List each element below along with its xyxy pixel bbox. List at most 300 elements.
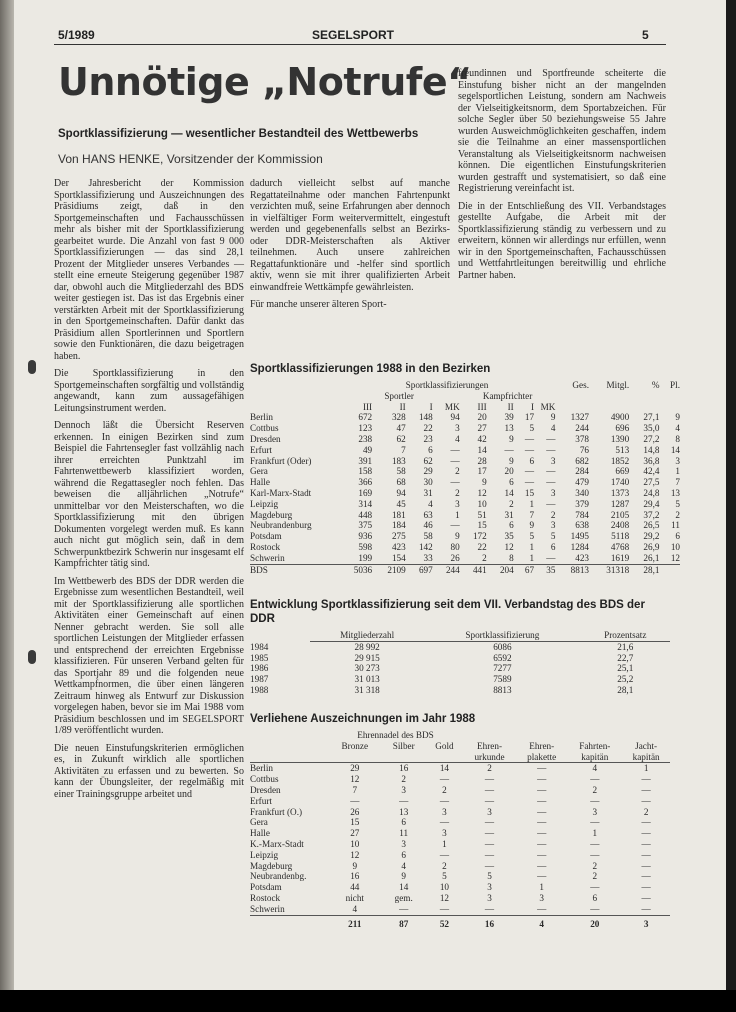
table-cell: 13: [504, 423, 514, 434]
table-row: [250, 839, 670, 850]
table-cell: —: [524, 444, 535, 455]
table1-header-pct: %: [651, 380, 660, 390]
text-column-2: [250, 178, 450, 317]
table-cell: 2: [487, 763, 492, 774]
total-cell: 87: [399, 918, 409, 929]
table-cell: 9: [529, 520, 535, 531]
table-cell: 2105: [610, 509, 630, 520]
table-cell: —: [641, 849, 651, 860]
paragraph: Die in der Entschließung des VII. Verbandstages gestellte Aufgabe, die Arbeit mit der Sportklassifizierung ständig zu verbessern und zu erweitern, können wir allerdings nur erfüllen, wenn wir in den Sportgemeinschaften, Fachausschüssen und Wettfahrtleitungen bereitwillig und ehrliche Partner haben.: [458, 200, 666, 281]
table-cell: 42: [477, 433, 487, 444]
table-cell: —: [484, 838, 495, 849]
table-cell: 31 318: [354, 684, 380, 695]
table-cell: 29 915: [354, 652, 380, 663]
row-label: Berlin: [250, 763, 273, 774]
table-row: [250, 445, 680, 456]
table1-group-header: Sportklassifizierungen: [405, 380, 489, 390]
table-row: [250, 663, 670, 674]
table-cell: 1287: [610, 498, 630, 509]
headline: Unnötige „Notrufe“: [58, 60, 472, 104]
row-label: Magdeburg: [250, 860, 293, 871]
table-cell: —: [590, 882, 600, 893]
table1-sub-kampf: Kampfrichter: [482, 390, 533, 401]
table-row: [250, 785, 670, 796]
table-cell: 6: [401, 817, 406, 828]
table-cell: 9: [550, 412, 556, 423]
table-cell: —: [484, 849, 495, 860]
table-cell: 28: [477, 455, 487, 466]
table-row: [250, 499, 680, 510]
table-cell: 14: [399, 882, 409, 893]
table-cell: —: [537, 849, 547, 860]
column-header: Mitgliederzahl: [310, 630, 424, 641]
table-cell: 49: [362, 444, 373, 455]
table-cell: —: [439, 817, 449, 828]
table-cell: 31: [504, 509, 514, 520]
table-cell: 328: [391, 412, 406, 423]
table-row: [250, 828, 670, 839]
table-cell: 2: [455, 487, 460, 498]
table-cell: 20: [477, 412, 487, 423]
table-cell: —: [484, 774, 495, 785]
table-cell: 31 013: [354, 674, 380, 685]
table-cell: 2: [592, 784, 598, 795]
table-cell: 7277: [493, 663, 512, 674]
table-cell: 199: [358, 552, 373, 563]
table-cell: 5: [487, 871, 492, 882]
total-cell: 211: [348, 918, 362, 929]
table-row: [250, 641, 670, 652]
table-cell: 2: [675, 509, 680, 520]
table-cell: —: [537, 817, 547, 828]
subheadline: Sportklassifizierung — wesentlicher Bestandteil des Wettbewerbs: [58, 128, 419, 140]
table-cell: 4: [455, 433, 460, 444]
total-cell: 4: [539, 918, 544, 929]
table-cell: —: [439, 903, 449, 914]
table-cell: 672: [358, 412, 373, 423]
table1-header-mitgl: Mitgl.: [606, 380, 630, 390]
table-cell: 7: [401, 444, 406, 455]
table-row: [250, 423, 680, 434]
table-cell: 3: [487, 882, 492, 893]
column-header: II: [507, 401, 514, 412]
table-cell: 22,7: [617, 652, 634, 663]
table-cell: 30: [423, 477, 433, 488]
table-cell: 76: [579, 444, 589, 455]
table-cell: 2: [455, 466, 460, 477]
table-cell: —: [590, 774, 600, 785]
table-cell: 1: [643, 763, 649, 774]
table-cell: 27: [477, 423, 487, 434]
table-cell: 1: [442, 838, 447, 849]
table-cell: —: [641, 828, 651, 839]
table-cell: 3: [550, 487, 556, 498]
table-cell: 62: [423, 455, 433, 466]
table-cell: 3: [455, 423, 460, 434]
magazine-title: SEGELSPORT: [312, 28, 395, 42]
table-cell: 22: [477, 541, 487, 552]
table-cell: 696: [615, 423, 630, 434]
table-cell: —: [484, 828, 495, 839]
table2-title: Entwicklung Sportklassifizierung seit dem VII. Verbandstag des BDS der DDR: [250, 599, 645, 625]
column-header: III: [477, 401, 487, 412]
table-row: [250, 456, 680, 467]
table-cell: 16: [399, 763, 409, 774]
row-label: K.-Marx-Stadt: [250, 838, 304, 849]
column-header: [328, 752, 382, 763]
table-cell: 10: [670, 541, 680, 552]
table-cell: —: [590, 849, 600, 860]
row-label: 1988: [250, 684, 269, 695]
table-row: [250, 763, 670, 774]
table-cell: —: [641, 892, 651, 903]
table-cell: [660, 564, 681, 575]
table-cell: 638: [575, 520, 589, 531]
table-cell: 4: [352, 903, 358, 914]
table-cell: 9: [482, 477, 487, 488]
table-cell: 697: [418, 564, 433, 575]
table-row: [250, 861, 670, 872]
table-cell: —: [450, 444, 460, 455]
table-cell: 8: [675, 433, 680, 444]
table-cell: 11: [399, 828, 409, 839]
table-cell: 15: [350, 817, 360, 828]
table-cell: 423: [391, 541, 406, 552]
table-row: [250, 674, 670, 685]
table-cell: 1852: [610, 455, 630, 466]
table-cell: 172: [472, 531, 487, 542]
paragraph: Im Wettbewerb des BDS der DDR werden die Ergebnisse zum wesentlichen Bestandteil, weil mit der Sportklassifizierung alle sportlichen Aktivitäten einer Gemeinschaft auf einen Nenner gebracht werden. Sie soll alle sportlichen Leistungen der Mitglieder erfassen und entsprechend der erreichten Ergebnisse klassifizieren. Für unseren Verband gelten für das Sportjahr 89 und die folgenden neue Wettkampfnormen, die über einen längeren Zeitraum hinweg als Entwurf zur Diskussion vorgelegen haben, bevor sie im Mai 1988 vom Präsidium beschlossen und im SEGELSPORT 1/89 veröffentlicht wurden.: [54, 575, 244, 736]
table-cell: 6: [592, 892, 598, 903]
table-cell: —: [524, 477, 535, 488]
table-cell: —: [350, 795, 360, 806]
table-cell: 8: [509, 552, 514, 563]
column-header: Gold: [435, 740, 454, 751]
table-cell: 46: [423, 520, 433, 531]
table-cell: —: [537, 828, 547, 839]
table-cell: —: [590, 838, 600, 849]
table-row: [250, 807, 670, 818]
row-label: 1987: [250, 674, 269, 685]
table-cell: 80: [450, 541, 460, 552]
table-cell: 23: [423, 433, 433, 444]
table-cell: 4: [550, 423, 556, 434]
table-cell: —: [641, 817, 651, 828]
table-row: [250, 882, 670, 893]
table-cell: 63: [423, 509, 433, 520]
table-cell: 58: [423, 531, 433, 542]
table-cell: 1740: [610, 477, 630, 488]
table-cell: 4: [401, 860, 406, 871]
table-cell: 513: [615, 444, 630, 455]
table-cell: 2: [401, 774, 406, 785]
table3-title: Verliehene Auszeichnungen im Jahr 1988: [250, 713, 476, 725]
row-label: Frankfurt (O.): [250, 806, 303, 817]
table-cell: 9: [352, 860, 358, 871]
table-cell: 94: [396, 487, 406, 498]
column-header: Fahrten-: [579, 740, 611, 751]
table-row: [250, 488, 680, 499]
table-row: [250, 531, 680, 542]
table-cell: 154: [391, 552, 406, 563]
table-row: [250, 553, 680, 564]
punch-hole: [28, 360, 36, 374]
table-cell: 391: [358, 455, 373, 466]
table-cell: 15: [477, 520, 487, 531]
row-label: Potsdam: [250, 882, 282, 893]
table-cell: 29: [423, 466, 433, 477]
table-cell: 25,2: [617, 674, 634, 685]
table-cell: 27: [350, 828, 360, 839]
table-cell: 184: [391, 520, 406, 531]
table-cell: 1: [592, 828, 598, 839]
table-cell: 13: [670, 487, 680, 498]
table-cell: 9: [455, 531, 460, 542]
table-cell: 29: [350, 763, 360, 774]
table-cell: 35: [546, 564, 556, 575]
table-cell: —: [450, 477, 460, 488]
table-cell: —: [537, 871, 547, 882]
column-header: I: [429, 401, 433, 412]
table-cell: 275: [391, 531, 406, 542]
column-header: Jacht-: [635, 740, 658, 751]
table1-title: Sportklassifizierungen 1988 in den Bezirken: [250, 363, 491, 375]
table-cell: 14,8: [643, 444, 660, 455]
table-row: [250, 774, 670, 785]
paragraph: Die Sportklassifizierung in den Sportgemeinschaften sorgfältig und vollständig angewandt, kann zum aussagefähigen Leitungsinstrument werden.: [54, 368, 244, 414]
table-cell: 375: [358, 520, 373, 531]
row-label: Karl-Marx-Stadt: [250, 487, 312, 498]
magazine-page: [14, 0, 726, 990]
total-cell: [250, 915, 328, 929]
total-cell: 52: [439, 918, 449, 929]
table-cell: 784: [575, 509, 589, 520]
table-cell: 378: [575, 433, 589, 444]
table-cell: 9: [401, 871, 406, 882]
table1-sub-sportler: Sportler: [384, 390, 414, 401]
row-label: Cottbus: [250, 423, 279, 434]
table-cell: 14: [504, 487, 514, 498]
column-header: I: [531, 401, 535, 412]
table-cell: 31318: [606, 564, 630, 575]
table-row: [250, 653, 670, 664]
table-cell: 29,4: [643, 498, 660, 509]
table-cell: —: [524, 433, 535, 444]
table-cell: 2: [442, 860, 447, 871]
table-cell: 13: [399, 806, 409, 817]
table-cell: 244: [575, 423, 589, 434]
row-label: Leipzig: [250, 498, 279, 509]
table-row: [250, 520, 680, 531]
table-cell: 16: [350, 871, 360, 882]
table-cell: 1: [529, 498, 535, 509]
row-label: Erfurt: [250, 444, 272, 455]
table-cell: 30 273: [354, 663, 380, 674]
table-cell: 28 992: [354, 641, 380, 652]
table-cell: 12: [477, 487, 487, 498]
table-cell: 6592: [493, 652, 512, 663]
table-cell: 3: [675, 455, 680, 466]
table-cell: 24,8: [643, 487, 660, 498]
row-label: Berlin: [250, 412, 273, 423]
row-label: 1986: [250, 663, 269, 674]
table-cell: 26,1: [643, 552, 660, 563]
table-cell: gem.: [394, 892, 413, 903]
table-cell: 423: [575, 552, 589, 563]
column-header: MK: [444, 401, 460, 412]
table-cell: 244: [445, 564, 460, 575]
column-header: plakette: [527, 751, 557, 762]
table-cell: —: [590, 795, 600, 806]
table-cell: 598: [358, 541, 373, 552]
table-cell: 2: [442, 784, 447, 795]
table-cell: —: [641, 784, 651, 795]
table-cell: —: [641, 795, 651, 806]
table-auszeichnungen: [250, 730, 670, 929]
table-cell: 2: [643, 806, 649, 817]
table-cell: 8813: [493, 684, 512, 695]
table-cell: —: [537, 838, 547, 849]
table-cell: 3: [539, 892, 544, 903]
table-cell: —: [399, 795, 409, 806]
table-cell: —: [546, 552, 556, 563]
table-cell: 2: [482, 552, 487, 563]
paragraph: freundinnen und Sportfreunde scheiterte die Einstufung bisher nicht an der mangelnden segelsportlichen Leistung, sondern am Nachweis der Vielseitigkeitsnorm, dem Sportabzeichen. Für solche Segler über 50 beziehungsweise 55 Jahre wurden Ausweichmöglichkeiten geschaffen, indem sie die Teilnahme an einer massensportlichen Veranstaltung als Vielseitigkeitsnorm nachweisen können. Die eigentlichen Einstufungskriterien wurden gestrafft und systematisiert, so daß eine Registrierung vereinfacht ist.: [458, 68, 666, 194]
table-cell: 14: [670, 444, 680, 455]
table-cell: 58: [396, 466, 406, 477]
table-cell: 10: [350, 838, 360, 849]
table-cell: —: [546, 466, 556, 477]
paragraph: Dennoch läßt die Übersicht Reserven erkennen. In einigen Bezirken sind zum Beispiel die Fahrtensegler fast vollzählig nach ihrer erreichten Punktzahl im Fahrtenwettbewerb klassifiziert worden, während die Regattasegler noch fehlen. Das beweisen die alljährlichen „Notrufe“ unmittelbar vor den Meisterschaften, wo die Sportklassifizierung mit den übrigen Dokumenten vorgelegt werden muß. Es kann auch nicht gut möglich sein, daß in dem Schwerpunktbezirk Schwerin nur insgesamt elf Kampfrichter tätig sind.: [54, 420, 244, 569]
table-cell: 17: [524, 412, 535, 423]
table-cell: 6: [529, 455, 535, 466]
table-cell: 6: [428, 444, 433, 455]
table-row: [250, 412, 680, 423]
row-label: Rostock: [250, 892, 281, 903]
table-cell: 7: [529, 509, 535, 520]
table-cell: 6: [509, 477, 514, 488]
table-cell: —: [450, 455, 460, 466]
table-cell: 9: [509, 455, 514, 466]
table-cell: 26,5: [643, 520, 660, 531]
table-row: [250, 477, 680, 488]
column-header: Prozentsatz: [581, 630, 670, 641]
table-cell: 5: [442, 871, 447, 882]
issue-number: 5/1989: [58, 28, 95, 42]
table-cell: 45: [396, 498, 406, 509]
table-row: [250, 904, 670, 915]
table-cell: 5036: [353, 564, 373, 575]
table-cell: 27,5: [643, 477, 660, 488]
table-cell: —: [537, 806, 547, 817]
table-cell: —: [524, 466, 535, 477]
table-cell: 26,9: [643, 541, 660, 552]
text-column-3: [458, 68, 666, 287]
table-cell: 4900: [610, 412, 630, 423]
table-cell: 5: [550, 531, 556, 542]
table-cell: 2408: [610, 520, 630, 531]
table-cell: 3: [487, 806, 492, 817]
table-row: [250, 850, 670, 861]
paragraph: Die neuen Einstufungskriterien ermöglichen es, in Zukunft wirklich alle sportlichen Aktivitäten zu erfassen und zu bewerten. So kann der Übungsleiter, der regelmäßig mit einer Trainingsgruppe arbeitet und: [54, 742, 244, 800]
column-header: urkunde: [474, 751, 505, 762]
table-row: [250, 893, 670, 904]
table-row: [250, 796, 670, 807]
table-cell: 1: [675, 466, 680, 477]
table-cell: —: [641, 903, 651, 914]
table-cell: —: [641, 882, 651, 893]
table-cell: 20: [504, 466, 514, 477]
row-label: Rostock: [250, 541, 281, 552]
table-cell: 26: [350, 806, 360, 817]
table-cell: 284: [575, 466, 589, 477]
table-cell: 68: [396, 477, 406, 488]
table-cell: —: [399, 903, 409, 914]
book-binding: [0, 0, 14, 1012]
table-row: [250, 564, 680, 575]
table-cell: 12: [670, 552, 680, 563]
row-label: 1984: [250, 641, 269, 652]
table-cell: —: [546, 444, 556, 455]
table-row: [250, 817, 670, 828]
table-cell: 5: [529, 423, 535, 434]
table-cell: 3: [592, 806, 598, 817]
table-cell: 17: [477, 466, 487, 477]
scan-shadow: [0, 990, 736, 1012]
table-cell: 67: [524, 564, 535, 575]
table-cell: 2: [592, 871, 598, 882]
table-cell: 1: [529, 541, 535, 552]
row-label: 1985: [250, 652, 269, 663]
row-label: Gera: [250, 817, 268, 828]
table-cell: —: [537, 774, 547, 785]
table-cell: 1284: [570, 541, 589, 552]
column-header: Ehren-: [529, 740, 555, 751]
page-number: 5: [642, 28, 649, 42]
column-header: Silber: [392, 740, 415, 751]
table-cell: 6: [401, 849, 406, 860]
table-cell: 3: [455, 498, 460, 509]
row-label: Cottbus: [250, 774, 279, 785]
table-cell: 12: [504, 541, 514, 552]
table-cell: 3: [550, 455, 556, 466]
table3-group-header: Ehrennadel des BDS: [357, 730, 434, 740]
row-label: Schwerin: [250, 552, 285, 563]
table-row: [250, 466, 680, 477]
table-cell: 479: [575, 477, 589, 488]
table-cell: 27,1: [643, 412, 660, 423]
table-cell: 5118: [611, 531, 630, 542]
punch-hole: [28, 650, 36, 664]
totals-row: [250, 915, 670, 929]
table-cell: —: [641, 860, 651, 871]
table-cell: 366: [358, 477, 373, 488]
table-cell: 123: [358, 423, 373, 434]
table-cell: 47: [396, 423, 406, 434]
table-row: [250, 434, 680, 445]
table-cell: 51: [477, 509, 487, 520]
table-cell: —: [504, 444, 514, 455]
row-label: Leipzig: [250, 849, 279, 860]
table-cell: 4768: [610, 541, 630, 552]
table-cell: 22: [423, 423, 433, 434]
table1-header-pl: Pl.: [670, 380, 680, 390]
table-cell: 2: [592, 860, 598, 871]
table-cell: —: [450, 520, 460, 531]
table-row: [250, 871, 670, 882]
table-cell: —: [484, 784, 495, 795]
table-bezirke: [250, 380, 680, 575]
